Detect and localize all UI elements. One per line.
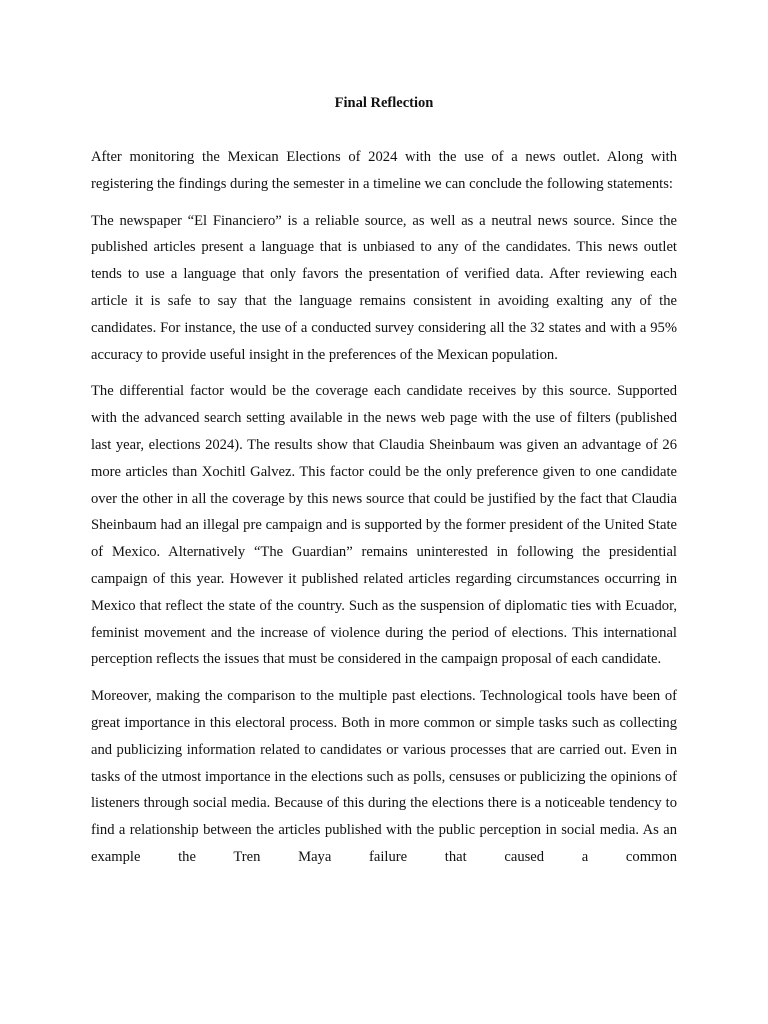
document-body (91, 144, 677, 881)
document-title: Final Reflection (334, 95, 434, 111)
paragraph-el-financiero: The newspaper “El Financiero” is a reliable source, as well as a neutral news source. Since the published articles present a language that is unbiased to any of the candidates. This news outlet tends to use a language that only favors the presentation of verified data. After reviewing each article it is safe to say that the language remains consistent in avoiding exalting any of the candidates. For instance, the use of a conducted survey considering all the 32 states and with a 95% accuracy to provide useful insight in the preferences of the Mexican population. (91, 212, 677, 363)
paragraph-technology: Moreover, making the comparison to the multiple past elections. Technological tools have been of great importance in this electoral process. Both in more common or simple tasks such as collecting and publicizing information related to candidates or various processes that are carried out. Even in tasks of the utmost importance in the elections such as polls, censuses or publicizing the opinions of listeners through social media. Because of this during the elections there is a noticeable tendency to find a relationship between the articles published with the public perception in social media. As an example the Tren Maya failure that caused a common (91, 688, 677, 865)
paragraph-intro: After monitoring the Mexican Elections of 2024 with the use of a news outlet. Along with registering the findings during the semester in a timeline we can conclude the following statements: (91, 149, 677, 192)
paragraph-coverage: The differential factor would be the coverage each candidate receives by this source. Supported with the advanced search setting available in the news web page with the use of filters (published last year, elections 2024). The results show that Claudia Sheinbaum was given an advantage of 26 more articles than Xochitl Galvez. This factor could be the only preference given to one candidate over the other in all the coverage by this news source that could be justified by the fact that Claudia Sheinbaum had an illegal pre campaign and is supported by the former president of the United State of Mexico. Alternatively “The Guardian” remains uninterested in following the presidential campaign of this year. However it published related articles regarding circumstances occurring in Mexico that reflect the state of the country. Such as the suspension of diplomatic ties with Ecuador, feminist movement and the increase of violence during the period of elections. This international perception reflects the issues that must be considered in the campaign proposal of each candidate. (91, 383, 677, 668)
